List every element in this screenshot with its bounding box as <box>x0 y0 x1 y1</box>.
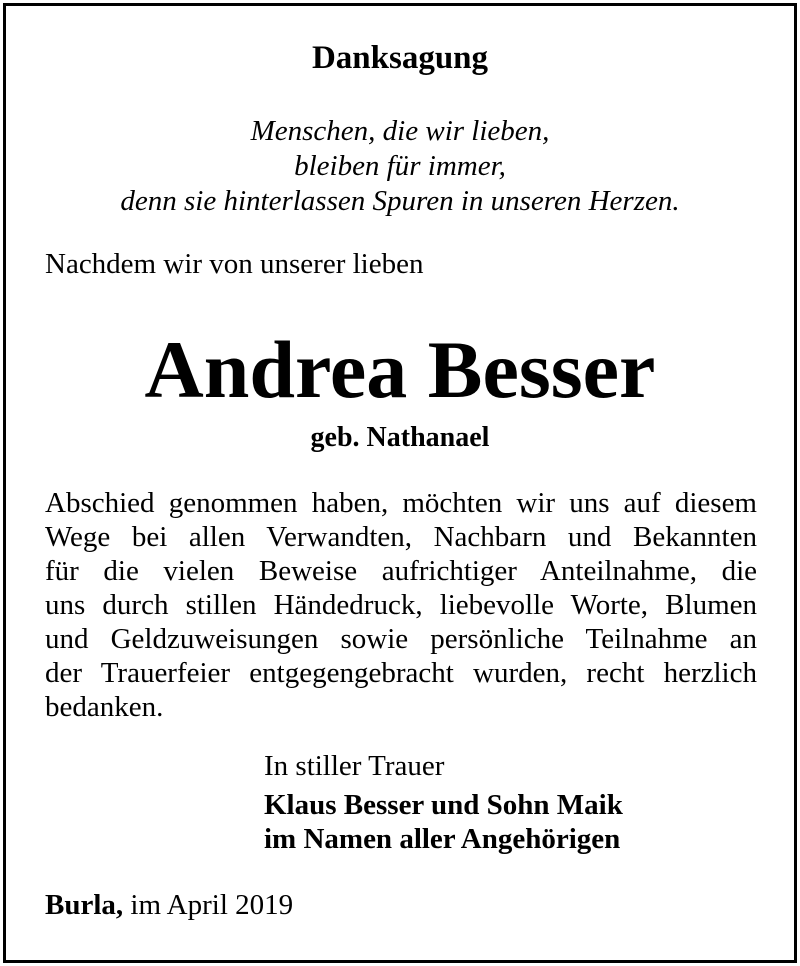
paragraph-line: bedanken. <box>45 691 164 723</box>
paragraph-line: Abschied genommen haben, möchten wir uns auf diesem <box>45 487 757 519</box>
place-name: Burla, <box>45 889 124 921</box>
date-text: im April 2019 <box>123 889 294 921</box>
paragraph-line: für die vielen Beweise aufrichtiger Anteilnahme, die <box>45 555 757 587</box>
place-date <box>45 887 293 923</box>
deceased-name: Andrea Besser <box>144 324 656 415</box>
poem-quote <box>0 114 800 219</box>
signer-line: im Namen aller Angehörigen <box>264 823 621 855</box>
paragraph-line: Wege bei allen Verwandten, Nachbarn und Bekannten <box>45 521 757 553</box>
paragraph-line: uns durch stillen Händedruck, liebevolle Worte, Blumen <box>45 589 757 621</box>
maiden-name: geb. Nathanael <box>310 422 490 453</box>
notice-heading: Danksagung <box>311 40 489 76</box>
signer-line: Klaus Besser und Sohn Maik <box>264 789 623 821</box>
poem-line: bleiben für immer, <box>294 150 506 182</box>
poem-line: denn sie hinterlassen Spuren in unseren Herzen. <box>120 185 680 217</box>
paragraph-line: und Geldzuweisungen sowie persönliche Teilnahme an <box>45 623 757 655</box>
poem-line: Menschen, die wir lieben, <box>250 115 550 147</box>
mourning-phrase: In stiller Trauer <box>264 750 445 782</box>
thanks-paragraph <box>45 486 757 724</box>
intro-text: Nachdem wir von unserer lieben <box>45 248 424 280</box>
signers-block <box>264 788 623 856</box>
paragraph-line: der Trauerfeier entgegengebracht wurden, recht herzlich <box>45 657 757 689</box>
